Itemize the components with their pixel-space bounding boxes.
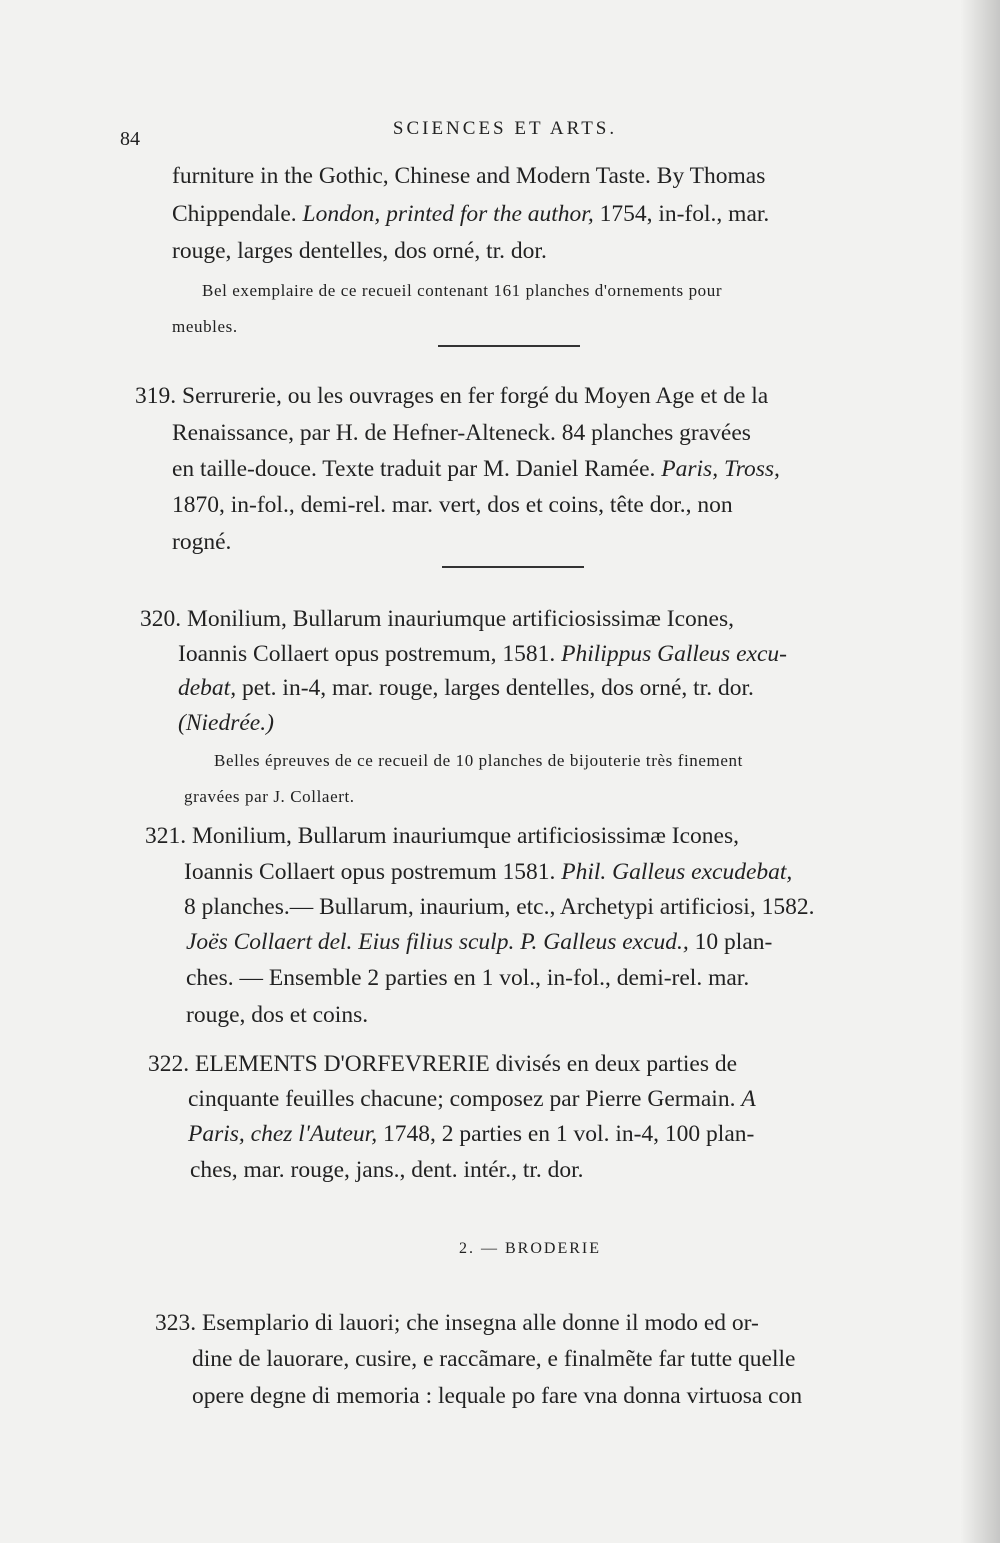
entry-line: opere degne di memoria : lequale po fare vna donna virtuosa con	[192, 1383, 803, 1409]
entry-line: rouge, larges dentelles, dos orné, tr. dor.	[172, 238, 547, 264]
entry-note: meubles.	[172, 317, 238, 336]
entry-line: dine de lauorare, cusire, e raccãmare, e finalmẽte far tutte quelle	[192, 1346, 796, 1372]
entry-line: Ioannis Collaert opus postremum 1581. Phil. Galleus excudebat,	[184, 859, 793, 885]
page-number: 84	[120, 128, 140, 150]
entry-line: Ioannis Collaert opus postremum, 1581. Philippus Galleus excu-	[178, 641, 787, 667]
entry-line: en taille-douce. Texte traduit par M. Daniel Ramée. Paris, Tross,	[172, 456, 780, 482]
separator-rule	[438, 345, 580, 347]
entry-line: 319. Serrurerie, ou les ouvrages en fer forgé du Moyen Age et de la	[135, 383, 769, 409]
entry-line: debat, pet. in-4, mar. rouge, larges dentelles, dos orné, tr. dor.	[178, 675, 754, 701]
entry-note: Bel exemplaire de ce recueil contenant 161 planches d'ornements pour	[202, 281, 723, 300]
entry-line: ches, mar. rouge, jans., dent. intér., tr. dor.	[190, 1157, 584, 1183]
entry-line: 323. Esemplario di lauori; che insegna alle donne il modo ed or-	[155, 1310, 759, 1336]
entry-note: gravées par J. Collaert.	[184, 787, 355, 806]
entry-line: 321. Monilium, Bullarum inauriumque artificiosissimæ Icones,	[145, 823, 739, 849]
entry-line: rouge, dos et coins.	[186, 1002, 369, 1028]
entry-line: ches. — Ensemble 2 parties en 1 vol., in-fol., demi-rel. mar.	[186, 965, 750, 991]
entry-line: 320. Monilium, Bullarum inauriumque artificiosissimæ Icones,	[140, 606, 734, 632]
entry-line: furniture in the Gothic, Chinese and Modern Taste. By Thomas	[172, 163, 766, 189]
entry-line: 8 planches.— Bullarum, inaurium, etc., Archetypi artificiosi, 1582.	[184, 894, 815, 920]
entry-note: Belles épreuves de ce recueil de 10 planches de bijouterie très finement	[214, 751, 743, 770]
entry-line: 1870, in-fol., demi-rel. mar. vert, dos et coins, tête dor., non	[172, 492, 733, 518]
entry-line: Chippendale. London, printed for the author, 1754, in-fol., mar.	[172, 201, 770, 227]
entry-line: Paris, chez l'Auteur, 1748, 2 parties en 1 vol. in-4, 100 plan-	[188, 1121, 755, 1147]
separator-rule	[442, 566, 584, 568]
entry-line: Renaissance, par H. de Hefner-Alteneck. 84 planches gravées	[172, 420, 751, 446]
page-edge-shadow	[960, 0, 1000, 1543]
entry-line: Joës Collaert del. Eius filius sculp. P. Galleus excud., 10 plan-	[186, 929, 773, 955]
entry-line: cinquante feuilles chacune; composez par Pierre Germain. A	[188, 1086, 756, 1112]
page-header	[0, 112, 1000, 152]
section-heading: 2. — BRODERIE	[459, 1240, 601, 1257]
entry-line: 322. ELEMENTS D'ORFEVRERIE divisés en deux parties de	[148, 1051, 738, 1077]
running-head: SCIENCES ET ARTS.	[392, 118, 618, 139]
entry-line: rogné.	[172, 529, 232, 555]
entry-line: (Niedrée.)	[178, 710, 274, 736]
